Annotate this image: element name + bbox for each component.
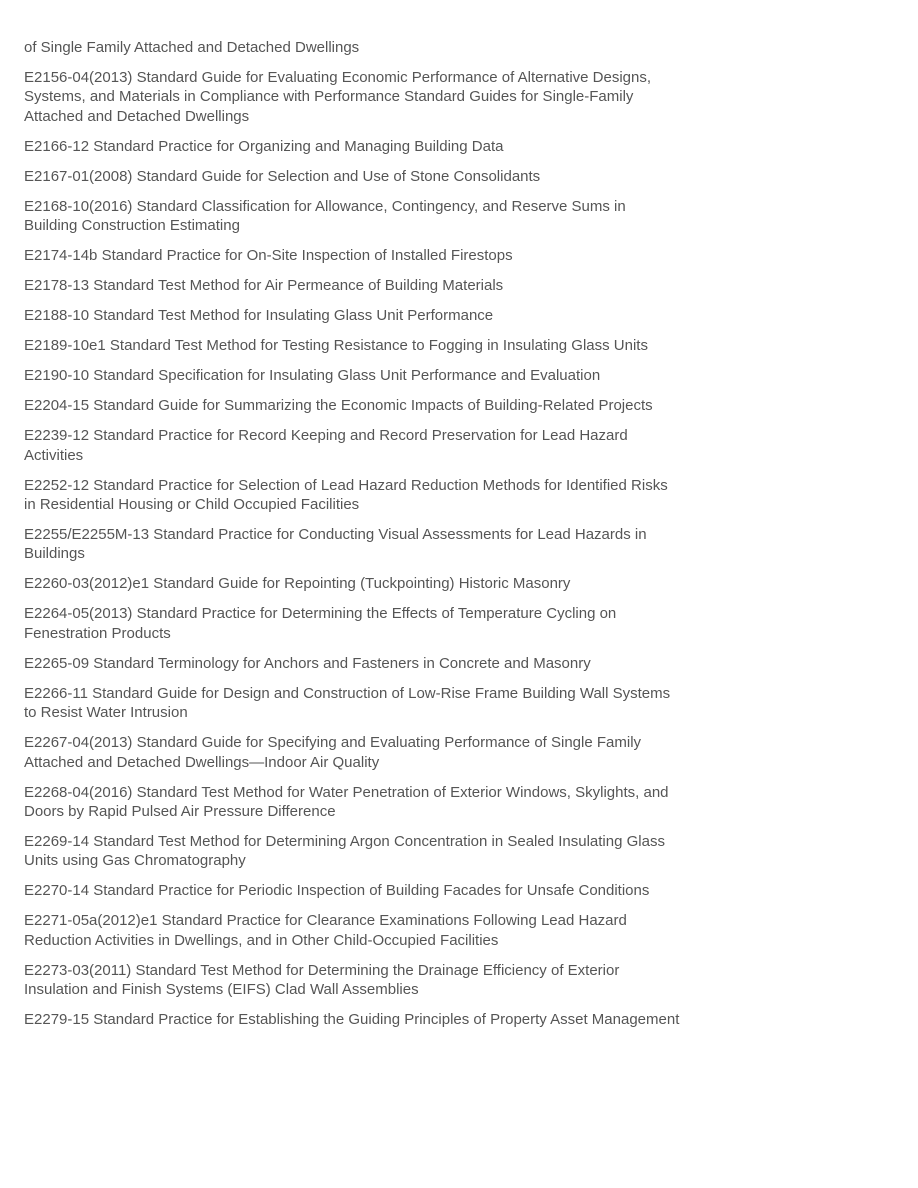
standard-entry: E2204-15 Standard Guide for Summarizing the Economic Impacts of Building-Related Projects (24, 397, 653, 415)
standard-entry: E2156-04(2013) Standard Guide for Evaluating Economic Performance of Alternative Designs, Systems, and Materials in Compliance with Performance Standard Guides for Single-Family Attached and Detached Dwellings (24, 69, 652, 125)
standard-entry: E2174-14b Standard Practice for On-Site Inspection of Installed Firestops (24, 247, 513, 265)
standard-entry: E2167-01(2008) Standard Guide for Selection and Use of Stone Consolidants (24, 167, 541, 185)
standard-entry: E2260-03(2012)e1 Standard Guide for Repointing (Tuckpointing) Historic Masonry (24, 575, 571, 593)
standard-entry: E2188-10 Standard Test Method for Insulating Glass Unit Performance (24, 307, 494, 325)
standard-entry: E2255/E2255M-13 Standard Practice for Conducting Visual Assessments for Lead Hazards in Buildings (24, 526, 647, 563)
standard-entry: E2190-10 Standard Specification for Insulating Glass Unit Performance and Evaluation (24, 367, 601, 385)
standard-entry: E2273-03(2011) Standard Test Method for Determining the Drainage Efficiency of Exterior Insulation and Finish Systems (EIFS) Clad Wall Assemblies (24, 961, 620, 999)
standard-entry: E2269-14 Standard Test Method for Determining Argon Concentration in Sealed Insulating Glass Units using Gas Chromatography (24, 833, 665, 870)
continued-entry-text: of Single Family Attached and Detached Dwellings (24, 39, 360, 56)
standard-entry: E2265-09 Standard Terminology for Anchors and Fasteners in Concrete and Masonry (24, 654, 591, 672)
standard-entry: E2178-13 Standard Test Method for Air Permeance of Building Materials (24, 277, 504, 295)
standard-entry: E2166-12 Standard Practice for Organizing and Managing Building Data (24, 137, 504, 155)
standard-entry: E2168-10(2016) Standard Classification for Allowance, Contingency, and Reserve Sums in Building Construction Estimating (24, 197, 626, 235)
standard-entry: E2267-04(2013) Standard Guide for Specifying and Evaluating Performance of Single Family Attached and Detached Dwellings—Indoor Air Quality (24, 734, 642, 771)
standard-entry: E2239-12 Standard Practice for Record Keeping and Record Preservation for Lead Hazard Activities (24, 427, 628, 464)
standard-entry: E2279-15 Standard Practice for Establishing the Guiding Principles of Property Asset Management (24, 1011, 680, 1029)
standards-list (24, 68, 680, 1030)
standard-entry: E2189-10e1 Standard Test Method for Testing Resistance to Fogging in Insulating Glass Units (24, 337, 648, 355)
standard-entry: E2270-14 Standard Practice for Periodic Inspection of Building Facades for Unsafe Conditions (24, 882, 650, 900)
standard-entry: E2266-11 Standard Guide for Design and Construction of Low-Rise Frame Building Wall Systems to Resist Water Intrusion (24, 684, 671, 722)
standard-entry: E2268-04(2016) Standard Test Method for Water Penetration of Exterior Windows, Skylights, and Doors by Rapid Pulsed Air Pressure Difference (24, 783, 669, 821)
standard-entry: E2271-05a(2012)e1 Standard Practice for Clearance Examinations Following Lead Hazard Reduction Activities in Dwellings, and in Other Child-Occupied Facilities (24, 912, 627, 949)
standard-entry: E2264-05(2013) Standard Practice for Determining the Effects of Temperature Cycling on Fenestration Products (24, 605, 617, 642)
standard-entry: E2252-12 Standard Practice for Selection of Lead Hazard Reduction Methods for Identified Risks in Residential Housing or Child Occupied Facilities (24, 476, 668, 514)
